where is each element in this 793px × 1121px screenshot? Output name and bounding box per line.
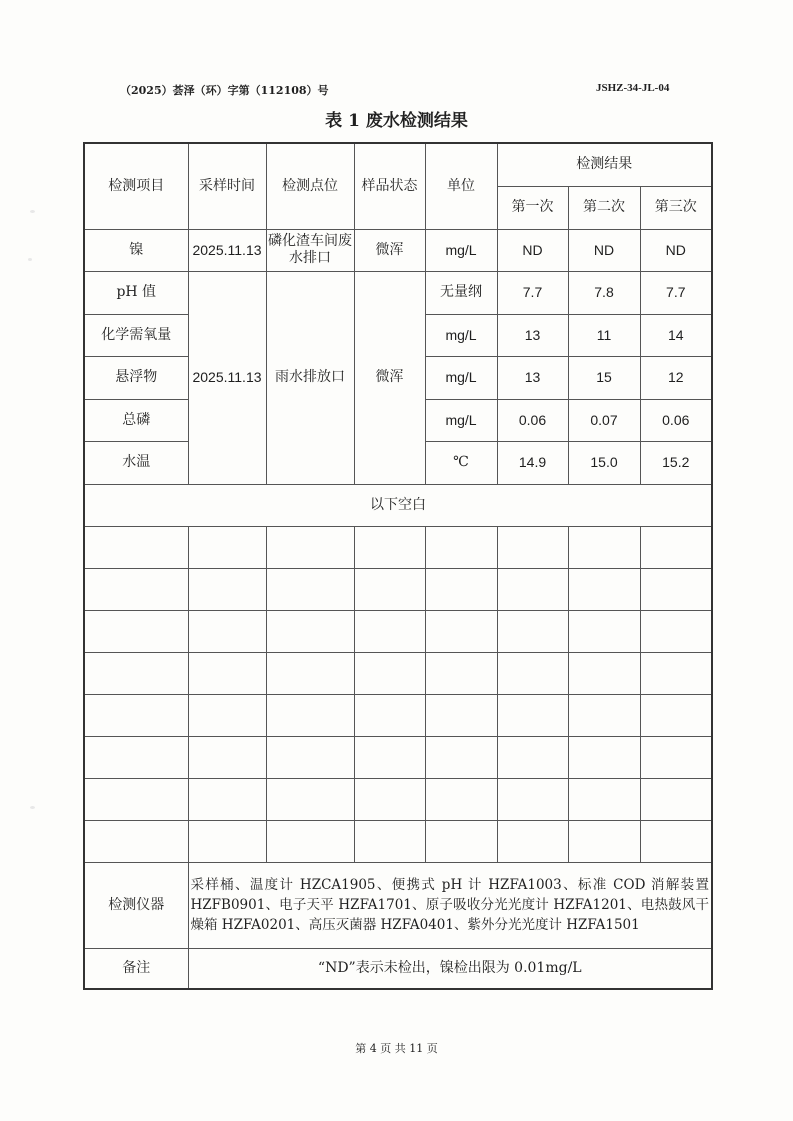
instruments-text: 采样桶、温度计 HZCA1905、便携式 pH 计 HZFA1003、标准 COD 消解装置 HZFB0901、电子天平 HZFA1701、原子吸收分光光度计 HZFA1201、电热鼓风干燥箱 HZFA0201、高压灭菌器 HZFA0401、紫外分光光度计 HZFA1501 <box>188 862 712 948</box>
value-cell: 7.7 <box>640 271 712 314</box>
empty-row <box>84 820 712 862</box>
header-row <box>84 143 712 186</box>
empty-row <box>84 652 712 694</box>
scan-speck <box>28 258 32 261</box>
header-results: 检测结果 <box>497 143 712 186</box>
instruments-row <box>84 862 712 948</box>
unit-cell: mg/L <box>425 399 497 441</box>
location-cell: 雨水排放口 <box>266 271 354 484</box>
header-sample-state: 样品状态 <box>354 143 425 229</box>
blank-note: 以下空白 <box>84 484 712 526</box>
empty-row <box>84 610 712 652</box>
document-code: JSHZ-34-JL-04 <box>596 82 670 94</box>
time-cell: 2025.11.13 <box>188 271 266 484</box>
item-cell: 悬浮物 <box>84 356 188 399</box>
value-cell: 14 <box>640 314 712 356</box>
remarks-label: 备注 <box>84 948 188 989</box>
scan-speck <box>30 806 35 809</box>
header-first: 第一次 <box>497 186 568 229</box>
remarks-row <box>84 948 712 989</box>
state-cell: 微浑 <box>354 271 425 484</box>
value-cell: 15.2 <box>640 441 712 484</box>
value-cell: 0.06 <box>497 399 568 441</box>
value-cell: 14.9 <box>497 441 568 484</box>
state-cell: 微浑 <box>354 229 425 271</box>
header-location: 检测点位 <box>266 143 354 229</box>
value-cell: 7.8 <box>568 271 640 314</box>
item-cell: pH 值 <box>84 271 188 314</box>
instruments-label: 检测仪器 <box>84 862 188 948</box>
header-sampling-time: 采样时间 <box>188 143 266 229</box>
header-third: 第三次 <box>640 186 712 229</box>
table-title: 表 1 废水检测结果 <box>325 111 468 131</box>
empty-row <box>84 568 712 610</box>
unit-cell: mg/L <box>425 314 497 356</box>
location-cell: 磷化渣车间废水排口 <box>266 229 354 271</box>
report-number: （2025）荟泽（环）字第（112108）号 <box>120 84 329 97</box>
empty-row <box>84 778 712 820</box>
empty-row <box>84 694 712 736</box>
wastewater-results-table <box>83 142 713 990</box>
value-cell: 0.07 <box>568 399 640 441</box>
empty-row <box>84 526 712 568</box>
item-cell: 总磷 <box>84 399 188 441</box>
blank-note-row <box>84 484 712 526</box>
value-cell: 13 <box>497 356 568 399</box>
time-cell: 2025.11.13 <box>188 229 266 271</box>
unit-cell: 无量纲 <box>425 271 497 314</box>
header-second: 第二次 <box>568 186 640 229</box>
value-cell: 7.7 <box>497 271 568 314</box>
header-unit: 单位 <box>425 143 497 229</box>
empty-row <box>84 736 712 778</box>
table-row <box>84 229 712 271</box>
item-cell: 镍 <box>84 229 188 271</box>
unit-cell: mg/L <box>425 229 497 271</box>
header-item: 检测项目 <box>84 143 188 229</box>
item-cell: 水温 <box>84 441 188 484</box>
value-cell: 0.06 <box>640 399 712 441</box>
value-cell: ND <box>497 229 568 271</box>
remarks-text: “ND”表示未检出，镍检出限为 0.01mg/L <box>188 948 712 989</box>
scan-speck <box>30 210 35 213</box>
value-cell: 15.0 <box>568 441 640 484</box>
value-cell: 12 <box>640 356 712 399</box>
item-cell: 化学需氧量 <box>84 314 188 356</box>
value-cell: ND <box>640 229 712 271</box>
page-footer: 第 4 页 共 11 页 <box>355 1042 438 1055</box>
unit-cell: ℃ <box>425 441 497 484</box>
value-cell: 11 <box>568 314 640 356</box>
value-cell: ND <box>568 229 640 271</box>
unit-cell: mg/L <box>425 356 497 399</box>
value-cell: 13 <box>497 314 568 356</box>
value-cell: 15 <box>568 356 640 399</box>
table-row <box>84 271 712 314</box>
